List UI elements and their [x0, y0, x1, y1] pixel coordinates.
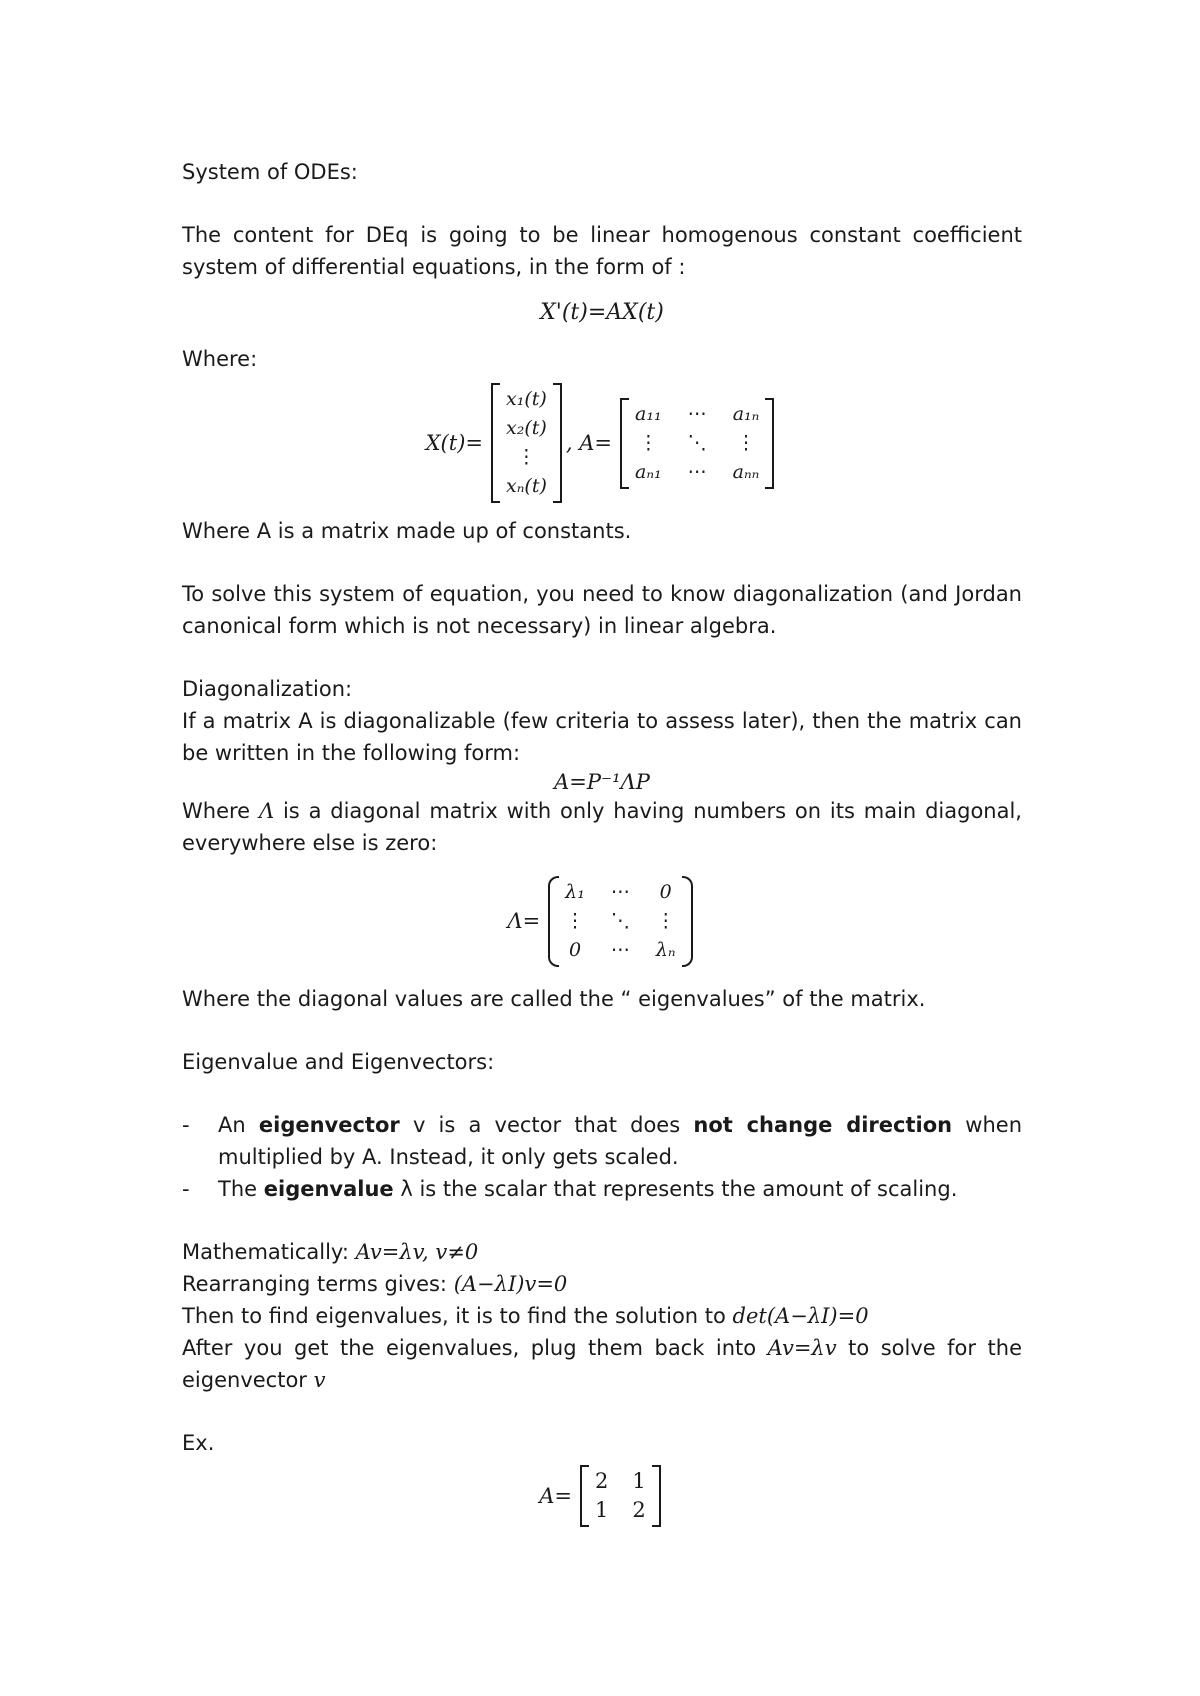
rearranged-equation: (A−λI)v=0 [453, 1272, 568, 1296]
main-equation: X'(t)=AX(t) [540, 300, 664, 325]
lambda-matrix-entry: ⋱ [610, 909, 630, 932]
lambda-text-before: Where [182, 799, 251, 823]
eigen-bullet-list [182, 1109, 1022, 1205]
example-matrix-entry: 1 [632, 1469, 646, 1493]
lambda-matrix-entry: λ₁ [565, 880, 585, 903]
lambda-matrix-entry: ⋯ [610, 938, 630, 961]
a-matrix-entry: ⋯ [687, 402, 707, 425]
x-vector [491, 383, 562, 503]
diagonalization-equation: A=P⁻¹ΛP [554, 770, 650, 794]
list-item: - The eigenvalue λ is the scalar that represents the amount of scaling. [182, 1177, 958, 1201]
eigen-heading: Eigenvalue and Eigenvectors: [182, 1050, 495, 1074]
after-eigenvalues-paragraph: After you get the eigenvalues, plug them back into Av=λv to solve for the eigenvector v [182, 1336, 1023, 1392]
a-matrix [620, 398, 774, 489]
x-vector-entry: xₙ(t) [505, 475, 547, 497]
eigen-equation-inline: Av=λv [767, 1336, 837, 1360]
lambda-matrix-entry: 0 [659, 880, 672, 903]
lambda-matrix-label: Λ= [507, 909, 541, 933]
mathematically-line: Mathematically: Av=λv, v≠0 [182, 1240, 479, 1264]
lambda-matrix-entry: λₙ [655, 938, 676, 961]
lambda-matrix-entry: 0 [568, 938, 582, 961]
diagonalization-heading: Diagonalization: [182, 677, 353, 701]
lambda-matrix-entry: ⋯ [610, 880, 630, 903]
x-vector-label: X(t)= [425, 431, 483, 455]
bold-phrase-not-change-direction: not change direction [693, 1113, 953, 1137]
a-matrix-entry: aₙₙ [732, 460, 760, 483]
x-vector-entry: x₁(t) [506, 388, 547, 410]
lambda-matrix [548, 876, 692, 967]
diagonalization-text: If a matrix A is diagonalizable (few criteria to assess later), then the matrix can be written in the following form: [182, 709, 1022, 765]
a-matrix-entry: a₁₁ [635, 402, 662, 425]
lambda-paragraph [182, 795, 1022, 859]
example-matrix-entry: 2 [595, 1469, 609, 1493]
definition-equation [182, 379, 1022, 507]
where-label: Where: [182, 347, 258, 371]
lambda-symbol: Λ [258, 799, 275, 823]
find-eigenvalues-line: Then to find eigenvalues, it is to find the solution to det(A−λI)=0 [182, 1304, 869, 1328]
intro-paragraph: The content for DEq is going to be linear homogenous constant coefficient system of differential equations, in the form of : [182, 223, 1022, 279]
example-matrix-label: A= [539, 1484, 572, 1508]
x-vector-entry: x₂(t) [506, 417, 547, 439]
list-item: - An eigenvector v is a vector that does not change direction when multiplied by A. Instead, it only gets scaled. [182, 1113, 1023, 1169]
example-matrix [580, 1465, 661, 1527]
document-page [182, 156, 1022, 1529]
lambda-matrix-entry: ⋮ [565, 909, 585, 932]
a-matrix-entry: ⋮ [638, 431, 658, 454]
determinant-equation: det(A−λI)=0 [732, 1304, 869, 1328]
heading-system-of-odes: System of ODEs: [182, 160, 358, 184]
a-matrix-label: , A= [565, 431, 612, 455]
a-matrix-entry: a₁ₙ [732, 402, 760, 425]
example-matrix-entry: 1 [595, 1498, 609, 1522]
eigenvalues-definition-text: Where the diagonal values are called the “ eigenvalues” of the matrix. [182, 987, 926, 1011]
eigen-equation: Av=λv, v≠0 [355, 1240, 479, 1264]
lambda-text-after: is a diagonal matrix with only having numbers on its main diagonal, everywhere else is zero: [182, 799, 1022, 855]
a-matrix-entry: ⋯ [687, 460, 707, 483]
a-matrix-entry: ⋱ [687, 431, 707, 454]
rearranging-line: Rearranging terms gives: (A−λI)v=0 [182, 1272, 568, 1296]
example-label: Ex. [182, 1431, 215, 1455]
bold-term-eigenvector: eigenvector [258, 1113, 400, 1137]
eigenvector-variable: v [313, 1368, 326, 1392]
solve-paragraph: To solve this system of equation, you need to know diagonalization (and Jordan canonical form which is not necessary) in linear algebra. [182, 582, 1022, 638]
a-matrix-entry: aₙ₁ [635, 460, 662, 483]
example-equation [182, 1463, 1022, 1529]
example-matrix-entry: 2 [632, 1498, 646, 1522]
a-matrix-entry: ⋮ [736, 431, 756, 454]
lambda-matrix-entry: ⋮ [656, 909, 676, 932]
x-vector-entry: ⋮ [516, 446, 536, 468]
bold-term-eigenvalue: eigenvalue [263, 1177, 394, 1201]
matrix-constants-text: Where A is a matrix made up of constants. [182, 519, 632, 543]
lambda-equation [182, 869, 1022, 973]
